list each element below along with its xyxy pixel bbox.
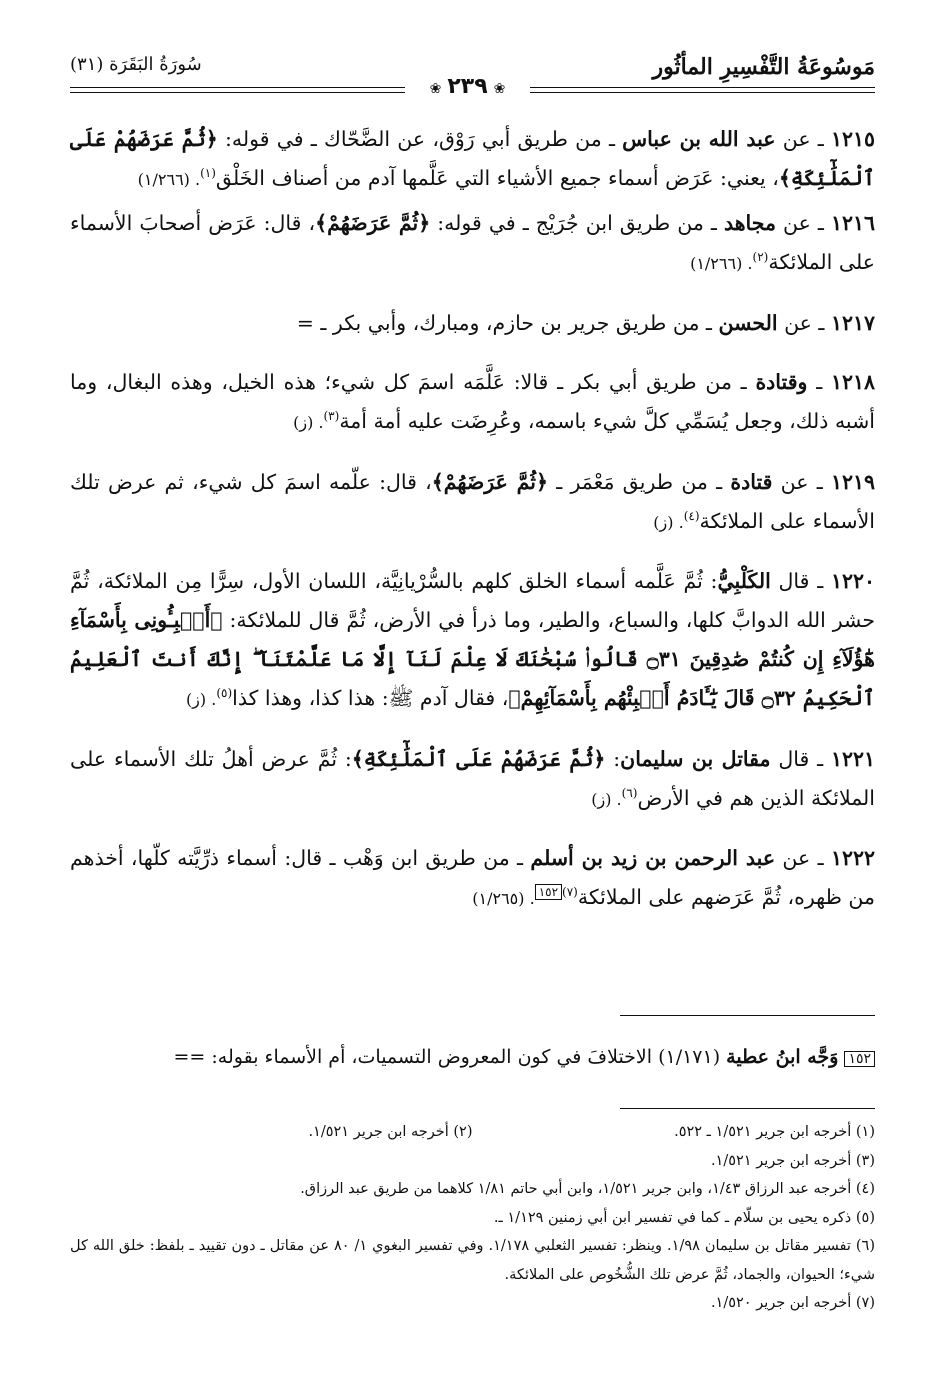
entry-1219 bbox=[70, 463, 875, 542]
entry-1222 bbox=[70, 839, 875, 918]
narrator-name: وقتادة bbox=[755, 370, 808, 394]
commentary-marker: ١٥٢ bbox=[535, 884, 562, 900]
entry-text: ـ من طريق جرير بن حازم، ومبارك، وأبي بكر ـ = bbox=[296, 310, 719, 335]
entry-text: : bbox=[605, 746, 621, 771]
volume-reference: . (١/٢٦٦) bbox=[690, 254, 753, 273]
entries-list bbox=[70, 120, 875, 939]
footnote-marker: (٥) bbox=[216, 686, 233, 701]
entry-text: ـ من طريق ابن جُرَيْج ـ في قوله: bbox=[430, 211, 724, 235]
entry-number: ١٢١٥ bbox=[830, 127, 875, 151]
separator-line bbox=[620, 1108, 875, 1109]
entry-text: ـ عن bbox=[775, 127, 831, 151]
entry-text: ـ عن bbox=[772, 469, 831, 494]
volume-reference: . (ز) bbox=[591, 789, 622, 809]
entry-number: ١٢٢١ bbox=[830, 746, 875, 771]
footnote-marker: (٣) bbox=[323, 409, 340, 424]
narrator-name: عبد الله بن عباس bbox=[622, 127, 776, 151]
commentary-author: وَجَّه ابنُ عطية bbox=[726, 1046, 839, 1068]
entry-text: ـ قال bbox=[770, 746, 831, 771]
commentary-text: (١/١٧١) الاختلافَ في كون المعروض التسميات، أم الأسماء بقوله: == bbox=[173, 1046, 727, 1068]
entry-text: ـ من طريق أبي بكر ـ قالا: عَلَّمَه اسمَ كل شيء؛ هذه الخيل، وهذه البغال، وما أشبه ذلك، وجعل يُسَمِّي كلَّ شيء باسمه، وعُرِضَت عليه أمة أمة bbox=[70, 370, 875, 433]
narrator-name: الحسن bbox=[718, 310, 778, 335]
document-page bbox=[70, 40, 875, 1360]
quran-quote: ﴿أَنۢبِـُٔونِى بِأَسْمَآءِ هَٰٓؤُلَآءِ إِن كُنتُمْ صَٰدِقِينَ ۝٣١ قَالُوا۟ سُبْحَٰنَكَ لَا عِلْمَ لَنَآ إِلَّا مَا عَلَّمْتَنَآ ۖ إِنَّكَ أَنتَ ٱلْعَلِيمُ ٱلْحَكِيمُ ۝٣٢ قَالَ يَٰٓـَٔادَمُ أَنۢبِئْهُم بِأَسْمَآئِهِمْ﴾ bbox=[70, 608, 875, 710]
narrator-name: قتادة bbox=[730, 469, 773, 494]
narrator-name: مجاهد bbox=[723, 211, 776, 235]
footnote-marker: (٧) bbox=[562, 885, 578, 900]
entry-number: ١٢٢٢ bbox=[830, 846, 875, 870]
volume-reference: . (ز) bbox=[185, 690, 217, 709]
entry-number: ١٢١٦ bbox=[830, 211, 875, 235]
entry-number: ١٢١٩ bbox=[830, 469, 875, 494]
entry-text: ، فقال آدم ﷺ: هذا كذا، وهذا كذا bbox=[232, 686, 509, 710]
footnote-6: (٦) تفسير مقاتل بن سليمان ١/٩٨. وينظر: تفسير الثعلبي ١/١٧٨. وفي تفسير البغوي ١/ ٨٠ عن مقاتل ـ دون تقييد ـ بلفظ: خلق الله كل شيء؛ الحيوان، والجماد، ثُمَّ عرض تلك الشُّخُوص على الملائكة. bbox=[70, 1238, 876, 1283]
separator-line bbox=[620, 1015, 875, 1016]
footnote-4: (٤) أخرجه عبد الرزاق ١/٤٣، وابن جرير ١/٥٢١، وابن أبي حاتم ١/٨١ كلاهما من طريق عبد الرزاق. bbox=[300, 1181, 875, 1197]
entry-text: : ثُمَّ عَلَّمه أسماء الخلق كلهم بالسُّرْيانِيَّة، اللسان الأول، سِرًّا مِن الملائكة، ثُمَّ حشر الله الدوابَّ كلها، والسباع، والطير، وما ذرأ في الأرض، ثُمَّ قال للملائكة: bbox=[70, 569, 875, 632]
entry-text: ـ عن bbox=[775, 846, 831, 870]
entry-text: ، يعني: عَرَض أسماء جميع الأشياء التي عَلَّمها آدم من أصناف الخَلْق bbox=[215, 166, 779, 190]
entry-number: ١٢١٨ bbox=[830, 370, 875, 394]
footnote-7: (٧) أخرجه ابن جرير ١/٥٢٠. bbox=[710, 1295, 875, 1311]
surah-label: سُورَةُ البَقَرَة (٣١) bbox=[70, 54, 202, 75]
narrator-name: مقاتل بن سليمان bbox=[620, 746, 771, 771]
footnote-marker: (٢) bbox=[752, 250, 769, 265]
narrator-name: الكَلْبِيُّ bbox=[717, 569, 771, 593]
footnote-1: (١) أخرجه ابن جرير ١/٥٢١ ـ ٥٢٢. bbox=[674, 1124, 875, 1140]
header-rule-left bbox=[70, 87, 405, 93]
entry-text: ـ bbox=[807, 370, 831, 394]
header-rule-right bbox=[530, 87, 875, 93]
quran-quote: ﴿ثُمَّ عَرَضَهُمْ﴾ bbox=[431, 469, 549, 494]
entry-1217 bbox=[70, 304, 875, 343]
footnote-marker: (١) bbox=[200, 166, 216, 181]
entry-text: ـ قال bbox=[770, 569, 831, 593]
entry-1221 bbox=[70, 740, 875, 819]
volume-reference: . (١/٢٦٦) bbox=[137, 170, 201, 189]
ornament-icon: ❀ bbox=[493, 81, 506, 97]
entry-text: ، قال: علّمه اسمَ كل شيء، ثم عرض تلك الأسماء على الملائكة bbox=[70, 469, 875, 533]
footnote-row bbox=[70, 1118, 875, 1147]
footnote-marker: (٤) bbox=[683, 508, 700, 523]
volume-reference: . (ز) bbox=[653, 512, 684, 532]
entry-1216 bbox=[70, 204, 875, 283]
commentary-marker: ١٥٢ bbox=[844, 1051, 875, 1067]
quran-quote: ﴿ثُمَّ عَرَضَهُمْ عَلَى ٱلْمَلَٰٓئِكَةِ﴾ bbox=[70, 127, 875, 190]
entry-text: ـ من طريق مَعْمَر ـ bbox=[548, 469, 731, 494]
footnotes bbox=[70, 1118, 875, 1318]
entry-text: ـ من طريق أبي رَوْق، عن الضَّحّاك ـ في قوله: bbox=[217, 127, 623, 151]
entry-text: ـ من طريق ابن وَهْب ـ قال: أسماء ذرِّيَّته كلّها، أخذهم من ظهره، ثُمَّ عَرَضهم على الملائكة bbox=[70, 846, 875, 909]
entry-text: ـ عن bbox=[775, 211, 831, 235]
entry-1220 bbox=[70, 562, 875, 719]
entry-1218 bbox=[70, 363, 875, 442]
page-number: ٢٣٩ bbox=[447, 74, 488, 99]
footnote-marker: (٦) bbox=[621, 785, 638, 800]
quran-quote: ﴿ثُمَّ عَرَضَهُمْ عَلَى ٱلْمَلَٰٓئِكَةِ﴾ bbox=[351, 746, 606, 771]
volume-reference: . (ز) bbox=[293, 413, 324, 432]
book-title: مَوسُوعَةُ التَّفْسِيرِ المأثُور bbox=[652, 54, 875, 80]
footnote-2: (٢) أخرجه ابن جرير ١/٥٢١. bbox=[308, 1124, 473, 1140]
footnote-3: (٣) أخرجه ابن جرير ١/٥٢١. bbox=[710, 1152, 875, 1169]
entry-number: ١٢١٧ bbox=[830, 310, 875, 335]
entry-text: : ثُمَّ عرض أهلُ تلك الأسماء على الملائكة الذين هم في الأرض bbox=[70, 746, 875, 810]
entry-text: ـ عن bbox=[777, 310, 831, 335]
narrator-name: عبد الرحمن بن زيد بن أسلم bbox=[530, 846, 776, 870]
footnote-5: (٥) ذكره يحيى بن سلّام ـ كما في تفسير ابن أبي زمنين ١/١٢٩ ـ. bbox=[493, 1209, 875, 1226]
quran-quote: ﴿ثُمَّ عَرَضَهُمْ﴾ bbox=[315, 211, 431, 235]
entry-number: ١٢٢٠ bbox=[830, 569, 875, 593]
entry-text: ، قال: عَرَض أصحابَ الأسماء على الملائكة bbox=[70, 211, 875, 274]
entry-1215 bbox=[70, 120, 875, 199]
page-header bbox=[70, 40, 875, 102]
volume-reference: . (١/٢٦٥) bbox=[472, 889, 535, 908]
ornament-icon: ❀ bbox=[429, 81, 442, 97]
page-number-block bbox=[405, 74, 530, 99]
header-rule bbox=[70, 74, 875, 102]
commentary-note bbox=[70, 1042, 875, 1072]
